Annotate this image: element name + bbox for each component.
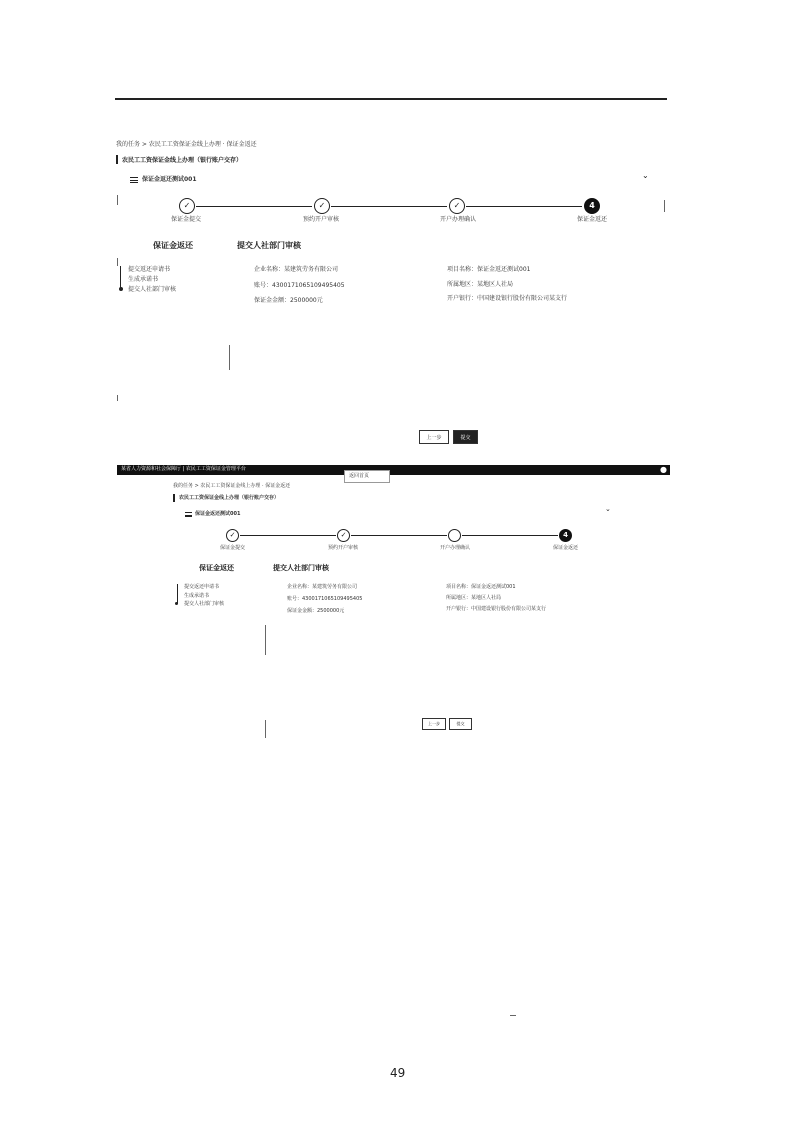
scan-speck xyxy=(265,720,266,738)
form-title: 农民工工资保证金线上办理（银行账户交存） xyxy=(122,157,243,164)
step-3-label: 开户办理确认 xyxy=(440,545,471,551)
step-4-current-icon: 4 xyxy=(584,198,600,214)
step-3-check-icon: ✓ xyxy=(449,198,465,214)
tab-submit-review[interactable]: 提交人社部门审核 xyxy=(273,564,329,572)
step-1-label: 保证金提交 xyxy=(220,545,246,551)
detail-company: 企业名称：某建筑劳务有限公司 xyxy=(254,266,339,273)
tab-deposit-return[interactable]: 保证金返还 xyxy=(199,564,234,572)
app-header-title: 某省人力资源和社会保障厅 | 农民工工资保证金管理平台 xyxy=(121,466,246,472)
detail-account: 账号：4300171065109495405 xyxy=(287,596,363,602)
checklist-item[interactable]: 生成承诺书 xyxy=(184,593,210,599)
checklist-item[interactable]: 生成承诺书 xyxy=(128,276,159,283)
record-title: 保证金返还测试001 xyxy=(195,511,241,517)
current-step-dot xyxy=(119,287,123,291)
app-header-bar xyxy=(117,465,670,475)
detail-amount: 保证金金额：2500000元 xyxy=(287,608,345,614)
scan-speck xyxy=(229,345,230,370)
step-1-label: 保证金提交 xyxy=(171,216,202,223)
scan-speck xyxy=(265,625,266,655)
step-4-label: 保证金返还 xyxy=(577,216,608,223)
step-connector xyxy=(240,535,336,536)
detail-account: 账号：4300171065109495405 xyxy=(254,282,345,289)
back-button[interactable]: 上一步 xyxy=(419,430,449,444)
step-1-check-icon: ✓ xyxy=(179,198,195,214)
step-4-label: 保证金返还 xyxy=(553,545,579,551)
submit-button[interactable]: 提交 xyxy=(453,430,478,444)
popup-menu[interactable]: 返回首页 xyxy=(344,470,390,483)
back-button[interactable]: 上一步 xyxy=(422,718,446,730)
step-connector xyxy=(466,206,582,207)
breadcrumb[interactable]: 我的任务 > 农民工工资保证金线上办理 · 保证金返还 xyxy=(116,141,257,148)
step-2-check-icon: ✓ xyxy=(314,198,330,214)
step-3-label: 开户办理确认 xyxy=(440,216,477,223)
detail-bank: 开户银行：中国建设银行股份有限公司某支行 xyxy=(446,606,547,612)
step-connector xyxy=(331,206,447,207)
title-accent-bar xyxy=(116,155,118,164)
checklist-item[interactable]: 提交返还申请书 xyxy=(128,266,171,273)
step-connector xyxy=(462,535,558,536)
scan-speck xyxy=(117,258,118,266)
step-2-label: 预约开户审核 xyxy=(328,545,359,551)
title-accent-bar xyxy=(173,494,175,502)
detail-region: 所属地区：某地区人社局 xyxy=(446,595,502,601)
step-connector xyxy=(196,206,312,207)
chevron-down-icon[interactable]: ⌄ xyxy=(605,505,611,513)
detail-project: 项目名称：保证金返还测试001 xyxy=(446,584,516,590)
tab-deposit-return[interactable]: 保证金返还 xyxy=(153,241,193,250)
step-1-check-icon: ✓ xyxy=(226,529,239,542)
submit-button[interactable]: 提交 xyxy=(449,718,472,730)
step-connector xyxy=(351,535,447,536)
current-step-dot xyxy=(175,602,178,605)
scan-speck xyxy=(117,195,118,205)
page-number: 49 xyxy=(390,1066,406,1080)
detail-company: 企业名称：某建筑劳务有限公司 xyxy=(287,584,358,590)
scan-speck xyxy=(117,395,118,401)
step-2-label: 预约开户审核 xyxy=(303,216,340,223)
scan-speck xyxy=(664,200,665,212)
chevron-down-icon[interactable]: ⌄ xyxy=(642,171,649,180)
tab-submit-review[interactable]: 提交人社部门审核 xyxy=(237,241,301,250)
checklist-item[interactable]: 提交返还申请书 xyxy=(184,584,220,590)
scan-speck xyxy=(510,1015,516,1016)
detail-amount: 保证金金额：2500000元 xyxy=(254,297,323,304)
menu-icon[interactable] xyxy=(130,177,138,183)
detail-bank: 开户银行：中国建设银行股份有限公司某支行 xyxy=(447,295,568,302)
user-icon[interactable]: ● xyxy=(660,465,667,474)
step-3-pending-icon xyxy=(448,529,461,542)
detail-region: 所属地区：某地区人社局 xyxy=(447,281,514,288)
detail-project: 项目名称：保证金返还测试001 xyxy=(447,266,531,273)
step-4-current-icon: 4 xyxy=(559,529,572,542)
checklist-item[interactable]: 提交人社部门审核 xyxy=(184,601,225,607)
header-rule xyxy=(115,98,667,100)
menu-icon[interactable] xyxy=(185,512,192,517)
checklist-item[interactable]: 提交人社部门审核 xyxy=(128,286,177,293)
breadcrumb[interactable]: 我的任务 > 农民工工资保证金线上办理 · 保证金返还 xyxy=(173,483,291,489)
form-title: 农民工工资保证金线上办理（银行账户交存） xyxy=(179,495,280,501)
step-2-check-icon: ✓ xyxy=(337,529,350,542)
record-title: 保证金返还测试001 xyxy=(142,176,197,183)
checklist-line xyxy=(177,584,178,604)
